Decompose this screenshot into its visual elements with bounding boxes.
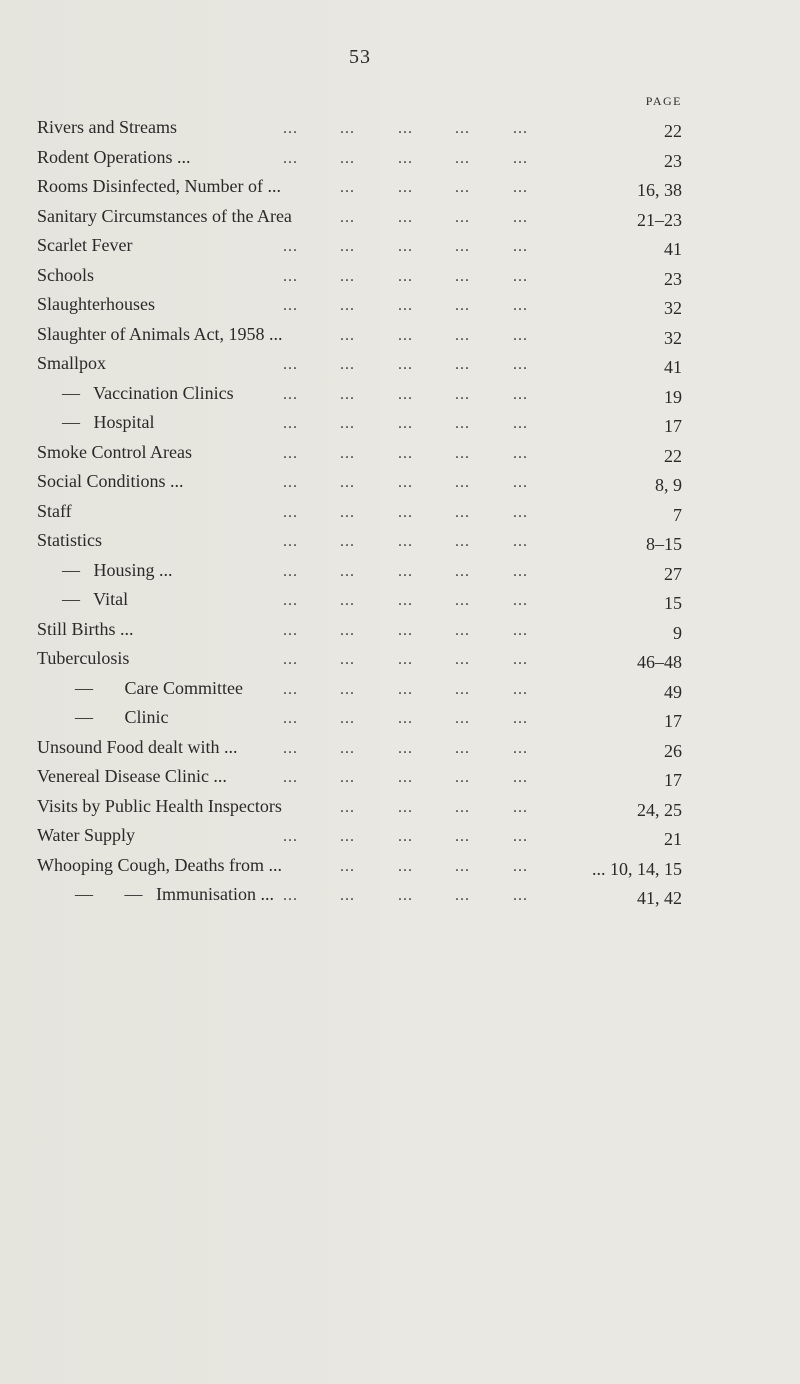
index-entry: Staff 7 ... ... ... ... ... (37, 500, 682, 525)
entry-label: Whooping Cough, Deaths from ... (37, 854, 282, 875)
entry-label: Unsound Food dealt with ... (37, 736, 238, 757)
page-column-header: PAGE (645, 94, 682, 108)
entry-page: 9 (673, 622, 682, 643)
index-entry: Unsound Food dealt with ... 26 ... ... ... ... ... (37, 736, 682, 761)
entry-page: 23 (664, 268, 682, 289)
entry-page: 16, 38 (637, 180, 682, 200)
entry-label: Rooms Disinfected, Number of ... (37, 176, 281, 196)
entry-page: 15 (664, 593, 682, 613)
entry-label: Rivers and Streams (37, 117, 177, 137)
entry-label: Water Supply (37, 825, 136, 845)
entry-page: 17 (664, 416, 682, 436)
entry-label: Slaughterhouses (37, 294, 155, 314)
index-entry: Sanitary Circumstances of the Area 21–23 ... ... ... ... (37, 205, 682, 230)
index-entry: — Care Committee 49 ... ... ... ... ... (75, 677, 682, 702)
index-entry: — — Immunisation ... 41, 42 ... ... ... ... ... (75, 884, 682, 908)
index-entry: Slaughterhouses 32 ... ... ... ... ... (37, 294, 682, 318)
entry-page: 19 (664, 386, 682, 407)
entry-label: Sanitary Circumstances of the Area (37, 205, 292, 226)
entry-label: Rodent Operations ... (37, 146, 191, 167)
index-entry: — Vital 15 ... ... ... ... ... (62, 589, 682, 613)
entry-label: — Vaccination Clinics (62, 382, 234, 403)
entry-page: 22 (664, 445, 682, 466)
entry-page: 46–48 (637, 652, 682, 672)
entry-page: 41 (664, 239, 682, 259)
entry-label: Still Births ... (37, 618, 134, 639)
index-entry: Rodent Operations ... 23 ... ... ... ... ... (37, 146, 682, 171)
index-entry: Social Conditions ... 8, 9 ... ... ... ... ... (37, 471, 682, 495)
index-entry: Rivers and Streams 22 ... ... ... ... ... (37, 117, 682, 141)
page-number: 53 (349, 46, 371, 68)
index-entry: Water Supply 21 ... ... ... ... ... (37, 825, 682, 849)
entry-label: — Hospital (62, 412, 155, 432)
entry-label: Smoke Control Areas (37, 441, 192, 462)
entry-label: — — Immunisation ... (75, 884, 274, 904)
index-entry: — Housing ... 27 ... ... ... ... ... (62, 559, 682, 584)
index-entry: Still Births ... 9 ... ... ... ... ... (37, 618, 682, 643)
index-entry: — Hospital 17 ... ... ... ... ... (62, 412, 682, 436)
entry-label: Visits by Public Health Inspectors (37, 795, 282, 816)
index-entry: Scarlet Fever 41 ... ... ... ... ... (37, 235, 682, 259)
entry-label: Scarlet Fever (37, 235, 133, 255)
entry-page: 41, 42 (637, 888, 682, 908)
index-entry: Venereal Disease Clinic ... 17 ... ... ... ... ... (37, 766, 682, 790)
index-entry: Tuberculosis 46–48 ... ... ... ... ... (37, 648, 682, 672)
entry-label: — Housing ... (62, 559, 173, 580)
entry-page: 22 (664, 121, 682, 141)
entry-page: 27 (664, 563, 682, 584)
entry-label: Statistics (37, 530, 103, 550)
index-entry: Smallpox 41 ... ... ... ... ... (37, 353, 682, 377)
entry-label: Smallpox (37, 353, 107, 373)
index-entry: Slaughter of Animals Act, 1958 ... 32 ... ... ... ... (37, 323, 682, 348)
entry-label: Venereal Disease Clinic ... (37, 766, 227, 786)
entry-page: 8–15 (646, 534, 682, 554)
entry-page: 21 (664, 829, 682, 849)
entry-page: 17 (664, 711, 682, 731)
entry-page: 21–23 (637, 209, 682, 230)
index-entry: Schools 23 ... ... ... ... ... (37, 264, 682, 289)
entry-label: Staff (37, 500, 72, 521)
entry-label: — Care Committee (75, 677, 243, 698)
index-entry: Whooping Cough, Deaths from ... ... 10, 14, 15 ... ... ... ... (37, 854, 682, 879)
entry-page: 24, 25 (637, 799, 682, 820)
entry-label: — Vital (62, 589, 129, 609)
index-entry: Smoke Control Areas 22 ... ... ... ... ... (37, 441, 682, 466)
entry-label: Slaughter of Animals Act, 1958 ... (37, 323, 283, 344)
entry-label: — Clinic (75, 707, 169, 727)
entry-page: 7 (673, 504, 682, 525)
index-entry: Visits by Public Health Inspectors 24, 25 ... ... ... ... (37, 795, 682, 820)
entry-page: 17 (664, 770, 682, 790)
entry-page: 49 (664, 681, 682, 702)
entry-label: Tuberculosis (37, 648, 130, 668)
entry-page: 32 (664, 298, 682, 318)
entry-page: ... 10, 14, 15 (592, 858, 682, 879)
entry-page: 32 (664, 327, 682, 348)
entry-page: 8, 9 (655, 475, 682, 495)
entry-page: 23 (664, 150, 682, 171)
index-entry: Statistics 8–15 ... ... ... ... ... (37, 530, 682, 554)
index-list (0, 116, 800, 913)
index-entry: — Clinic 17 ... ... ... ... ... (75, 707, 682, 731)
entry-label: Schools (37, 264, 95, 285)
entry-page: 41 (664, 357, 682, 377)
index-entry: — Vaccination Clinics 19 ... ... ... ... ... (62, 382, 682, 407)
entry-label: Social Conditions ... (37, 471, 184, 491)
entry-page: 26 (664, 740, 682, 761)
index-entry: Rooms Disinfected, Number of ... 16, 38 ... ... ... ... (37, 176, 682, 200)
